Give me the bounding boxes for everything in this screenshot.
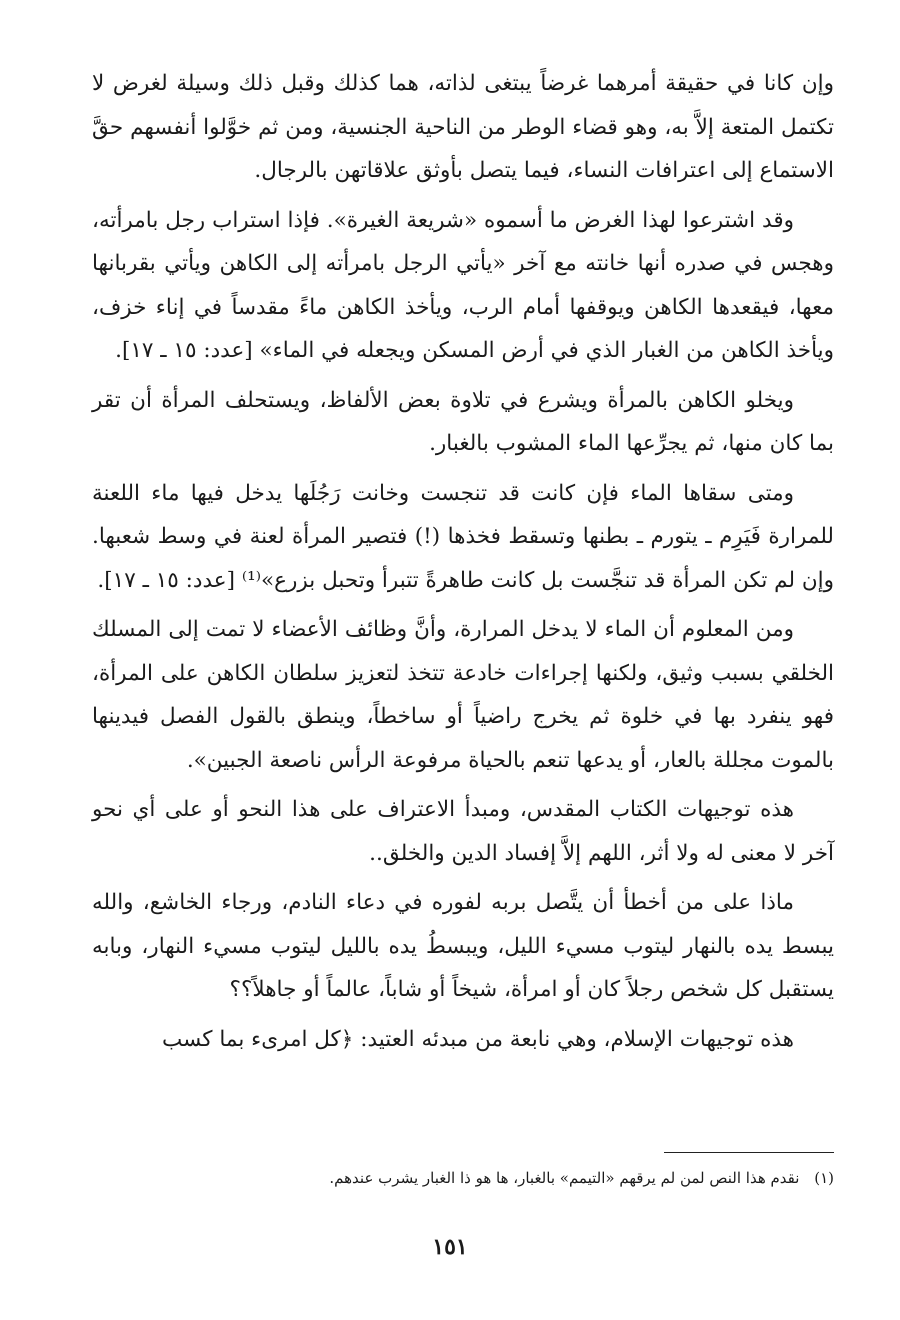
page-body	[92, 62, 834, 1067]
paragraph-4: ومتى سقاها الماء فإن كانت قد تنجست وخانت رَجُلَها يدخل فيها ماء اللعنة للمرارة فَيَرِم ـ يتورم ـ بطنها وتسقط فخذها (!) فتصير المرأة لعنة في وسط شعبها. وإن لم تكن المرأة قد تنجَّست بل كانت طاهرةً تتبرأ وتحبل بزرع»⁽¹⁾ [عدد: ١٥ ـ ١٧].	[92, 480, 834, 593]
paragraph-3: ويخلو الكاهن بالمرأة ويشرع في تلاوة بعض الألفاظ، ويستحلف المرأة أن تقر بما كان منها، ثم يجرِّعها الماء المشوب بالغبار.	[92, 387, 834, 456]
footnote	[92, 1166, 834, 1190]
paragraph-7: ماذا على من أخطأ أن يتَّصل بربه لفوره في دعاء النادم، ورجاء الخاشع، والله يبسط يده بالنهار ليتوب مسيء الليل، ويبسطُ يده بالليل ليتوب مسيء النهار، وبابه يستقبل كل شخص رجلاً كان أو امرأة، شيخاً أو شاباً، عالماً أو جاهلاً؟؟	[92, 890, 834, 1002]
paragraph-8: هذه توجيهات الإسلام، وهي نابعة من مبدئه العتيد: ﴿كل امرىء بما كسب	[161, 1026, 794, 1052]
footnote-text: نقدم هذا النص لمن لم يرقهم «التيمم» بالغبار، ها هو ذا الغبار يشرب عندهم.	[329, 1169, 800, 1187]
paragraph-6: هذه توجيهات الكتاب المقدس، ومبدأ الاعتراف على هذا النحو أو على أي نحو آخر لا معنى له ولا أثر، اللهم إلاَّ إفساد الدين والخلق..	[92, 797, 834, 866]
paragraph-5: ومن المعلوم أن الماء لا يدخل المرارة، وأنَّ وظائف الأعضاء لا تمت إلى المسلك الخلقي بسبب وثيق، ولكنها إجراءات خادعة تتخذ لتعزيز سلطان الكاهن على المرأة، فهو ينفرد بها في خلوة ثم يخرج راضياً أو ساخطاً، وينطق بالقول الفصل فيدينها بالموت مجللة بالعار، أو يدعها تنعم بالحياة مرفوعة الرأس ناصعة الجبين».	[92, 617, 834, 773]
paragraph-1: وإن كانا في حقيقة أمرهما غرضاً يبتغى لذاته، هما كذلك وقبل ذلك وسيلة لغرض لا تكتمل المتعة إلاَّ به، وهو قضاء الوطر من الناحية الجنسية، ومن ثم خوَّلوا أنفسهم حقَّ الاستماع إلى اعترافات النساء، فيما يتصل بأوثق علاقاتهن بالرجال.	[92, 71, 834, 183]
footnote-marker: (١)	[814, 1169, 834, 1187]
paragraph-2: وقد اشترعوا لهذا الغرض ما أسموه «شريعة الغيرة». فإذا استراب رجل بامرأته، وهجس في صدره أنها خانته مع آخر «يأتي الرجل بامرأته إلى الكاهن ويأتي بقربانها معها، فيقعدها الكاهن ويوقفها أمام الرب، ويأخذ الكاهن ماءً مقدساً في إناء خزف، ويأخذ الكاهن من الغبار الذي في أرض المسكن ويجعله في الماء» [عدد: ١٥ ـ ١٧].	[92, 207, 834, 363]
footnote-divider	[664, 1152, 834, 1153]
page-number: ١٥١	[432, 1234, 468, 1260]
